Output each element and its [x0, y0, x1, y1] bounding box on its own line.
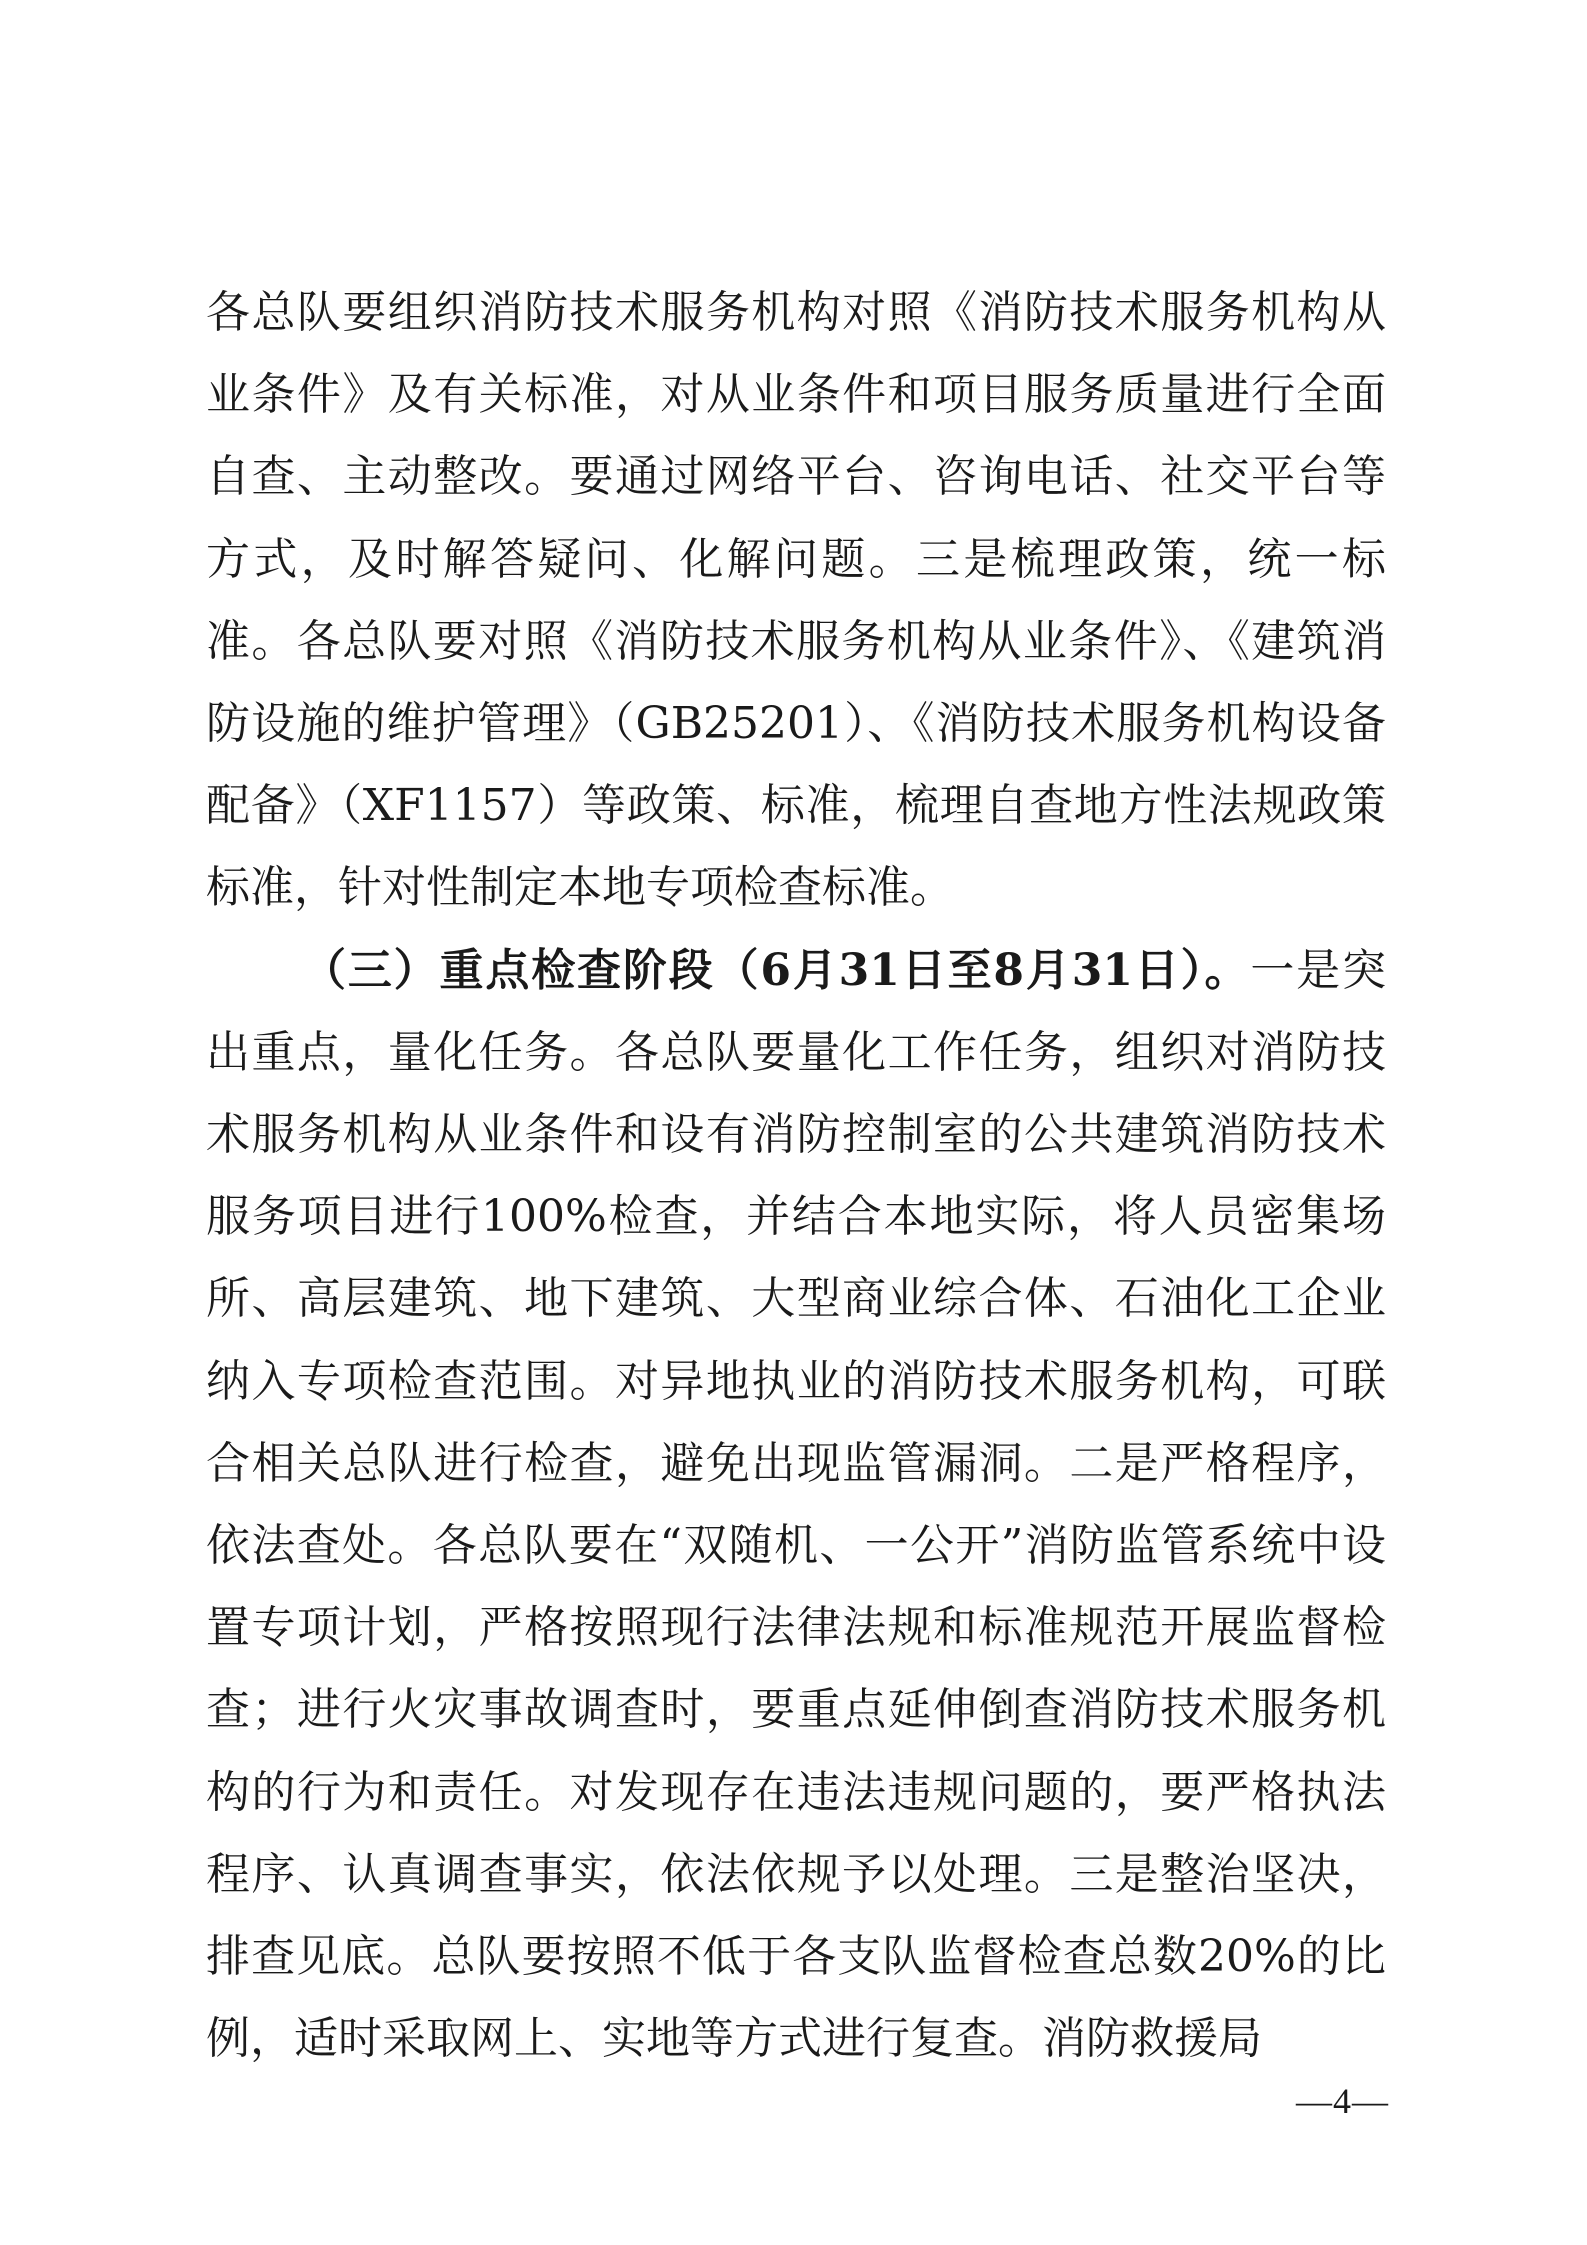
paragraph-self-inspection — [206, 272, 1386, 930]
page-number: —4— — [1296, 2081, 1389, 2121]
section-heading: （三）重点检查阶段（6月31日至8月31日）。 — [302, 944, 1251, 996]
document-body — [206, 272, 1386, 2080]
paragraph-text: 一是突出重点，量化任务。各总队要量化工作任务，组织对消防技术服务机构从业条件和设有消防控制室的公共建筑消防技术服务项目进行100%检查，并结合本地实际，将人员密集场所、高层建筑、地下建筑、大型商业综合体、石油化工企业纳入专项检查范围。对异地执业的消防技术服务机构，可联合相关总队进行检查，避免出现监管漏洞。二是严格程序，依法查处。各总队要在“双随机、一公开”消防监管系统中设置专项计划，严格按照现行法律法规和标准规范开展监督检查；进行火灾事故调查时，要重点延伸倒查消防技术服务机构的行为和责任。对发现存在违法违规问题的，要严格执法程序、认真调查事实，依法依规予以处理。三是整治坚决，排查见底。总队要按照不低于各支队监督检查总数20%的比例，适时采取网上、实地等方式进行复查。消防救援局 — [206, 944, 1386, 2065]
paragraph-key-inspection-stage — [206, 930, 1386, 2081]
paragraph-text: 各总队要组织消防技术服务机构对照《消防技术服务机构从业条件》及有关标准，对从业条件和项目服务质量进行全面自查、主动整改。要通过网络平台、咨询电话、社交平台等方式，及时解答疑问、化解问题。三是梳理政策，统一标准。各总队要对照《消防技术服务机构从业条件》、《建筑消防设施的维护管理》（GB25201）、《消防技术服务机构设备配备》（XF1157）等政策、标准，梳理自查地方性法规政策标准，针对性制定本地专项检查标准。 — [206, 287, 1386, 914]
